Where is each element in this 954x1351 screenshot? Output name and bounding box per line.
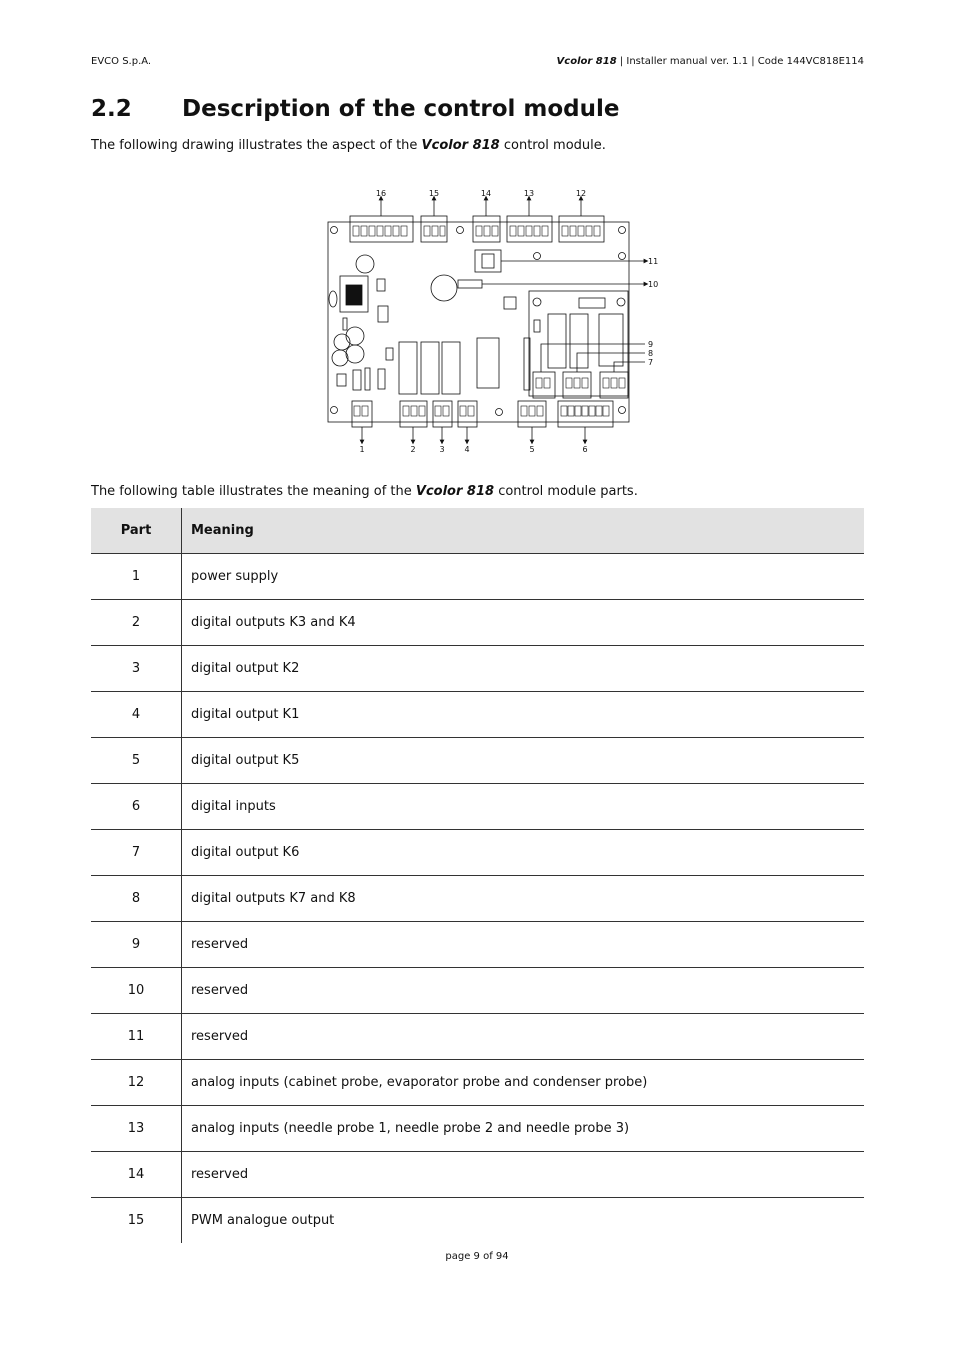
part-number-cell: 6 <box>91 784 182 830</box>
part-number-cell: 13 <box>91 1106 182 1152</box>
bottom-connectors <box>352 401 613 427</box>
meaning-cell: digital output K1 <box>182 692 865 738</box>
meaning-cell: digital inputs <box>182 784 865 830</box>
board-components <box>329 227 628 416</box>
meaning-cell: digital output K6 <box>182 830 865 876</box>
meaning-cell: reserved <box>182 1152 865 1198</box>
parts-table-body <box>91 554 864 1244</box>
label-12: 12 <box>575 189 587 198</box>
meaning-cell: reserved <box>182 1014 865 1060</box>
table-row <box>91 968 864 1014</box>
header-meaning: Meaning <box>182 508 865 554</box>
table-row <box>91 554 864 600</box>
header-product: Vcolor 818 <box>556 56 617 67</box>
part-number-cell: 15 <box>91 1198 182 1244</box>
meaning-cell: digital output K2 <box>182 646 865 692</box>
table-intro-after: control module parts. <box>494 484 638 499</box>
meaning-cell: digital outputs K7 and K8 <box>182 876 865 922</box>
label-3: 3 <box>439 445 445 454</box>
part-number-cell: 12 <box>91 1060 182 1106</box>
label-5: 5 <box>529 445 535 454</box>
table-row <box>91 1198 864 1244</box>
label-11: 11 <box>648 257 659 266</box>
part-number-cell: 5 <box>91 738 182 784</box>
label-10: 10 <box>648 280 659 289</box>
table-row <box>91 830 864 876</box>
table-intro-product: Vcolor 818 <box>415 484 495 499</box>
table-intro-paragraph <box>91 484 638 499</box>
table-row <box>91 1106 864 1152</box>
table-row <box>91 646 864 692</box>
board-outline <box>328 222 629 422</box>
label-1: 1 <box>359 445 365 454</box>
intro-before: The following drawing illustrates the aspect of the <box>91 138 422 153</box>
table-row <box>91 922 864 968</box>
section-title-text: Description of the control module <box>182 96 620 122</box>
intro-product: Vcolor 818 <box>421 138 500 153</box>
header-company: EVCO S.p.A. <box>91 56 152 67</box>
part-number-cell: 8 <box>91 876 182 922</box>
label-2: 2 <box>410 445 416 454</box>
label-16: 16 <box>375 189 387 198</box>
part-number-cell: 11 <box>91 1014 182 1060</box>
part-number-cell: 3 <box>91 646 182 692</box>
header-manual: | Installer manual ver. 1.1 | Code 144VC818E114 <box>616 56 864 67</box>
page-number: page 9 of 94 <box>445 1251 509 1262</box>
table-row <box>91 738 864 784</box>
meaning-cell: digital output K5 <box>182 738 865 784</box>
meaning-cell: analog inputs (cabinet probe, evaporator probe and condenser probe) <box>182 1060 865 1106</box>
header-part: Part <box>91 508 182 554</box>
part-number-cell: 7 <box>91 830 182 876</box>
label-4: 4 <box>464 445 470 454</box>
intro-paragraph <box>91 138 606 153</box>
part-number-cell: 1 <box>91 554 182 600</box>
label-7: 7 <box>648 358 654 367</box>
top-connectors <box>350 216 604 242</box>
meaning-cell: reserved <box>182 968 865 1014</box>
table-row <box>91 876 864 922</box>
leader-lines <box>362 198 646 442</box>
part-number-cell: 2 <box>91 600 182 646</box>
part-number-cell: 9 <box>91 922 182 968</box>
section-number: 2.2 <box>91 96 132 122</box>
meaning-cell: reserved <box>182 922 865 968</box>
part-number-cell: 4 <box>91 692 182 738</box>
meaning-cell: analog inputs (needle probe 1, needle probe 2 and needle probe 3) <box>182 1106 865 1152</box>
meaning-cell: digital outputs K3 and K4 <box>182 600 865 646</box>
table-row <box>91 1014 864 1060</box>
section-title <box>91 96 619 122</box>
meaning-cell: PWM analogue output <box>182 1198 865 1244</box>
table-row <box>91 1152 864 1198</box>
header-manual-info <box>557 56 864 67</box>
part-number-cell: 10 <box>91 968 182 1014</box>
table-intro-before: The following table illustrates the meaning of the <box>91 484 416 499</box>
table-row <box>91 784 864 830</box>
table-row <box>91 692 864 738</box>
label-15: 15 <box>428 189 440 198</box>
table-row <box>91 600 864 646</box>
label-9: 9 <box>648 340 654 349</box>
intro-after: control module. <box>499 138 606 153</box>
part-number-cell: 14 <box>91 1152 182 1198</box>
parts-table <box>91 508 864 1243</box>
table-header-row <box>91 508 864 554</box>
label-6: 6 <box>582 445 588 454</box>
label-14: 14 <box>480 189 492 198</box>
control-module-drawing <box>320 184 660 460</box>
label-8: 8 <box>648 349 654 358</box>
meaning-cell: power supply <box>182 554 865 600</box>
table-row <box>91 1060 864 1106</box>
label-13: 13 <box>523 189 535 198</box>
